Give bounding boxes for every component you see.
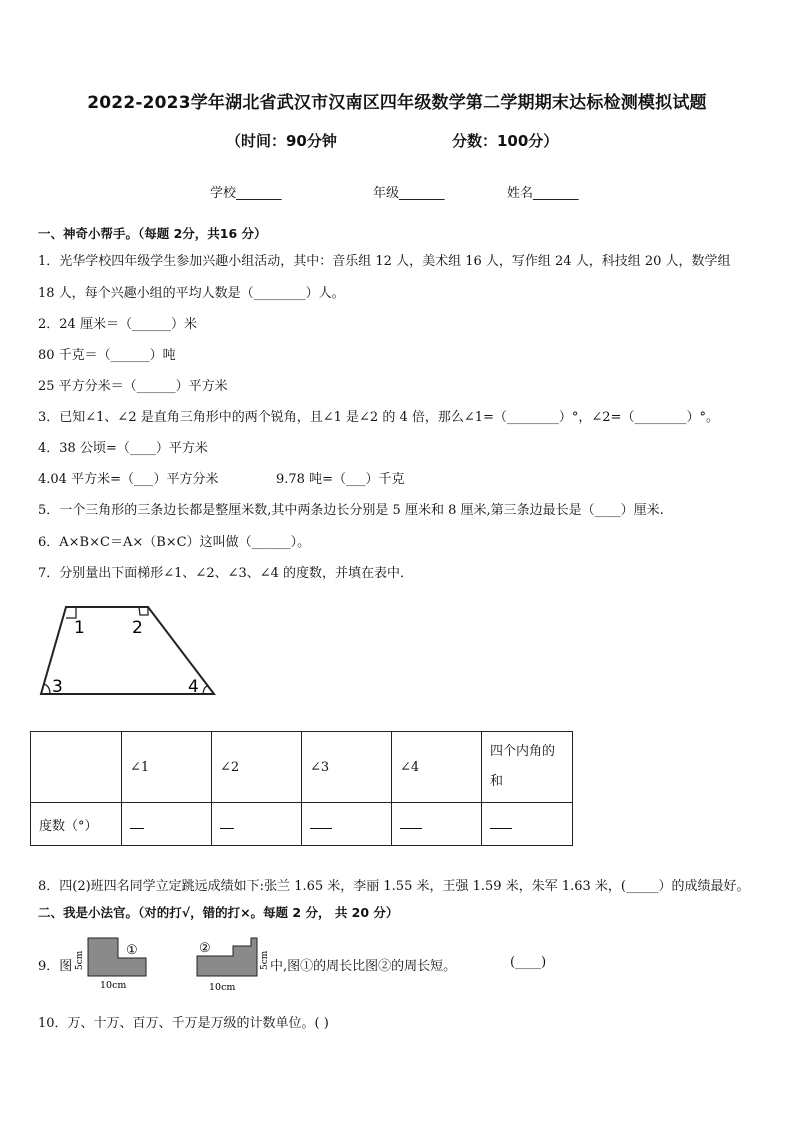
table-header-angle3: ∠3 [302,732,392,803]
q5: 5．一个三角形的三条边长都是整厘米数,其中两条边长分别是 5 厘米和 8 厘米,第三条边最长是（____）厘米. [38,503,664,518]
table-header-angle1: ∠1 [122,732,212,803]
q4-b2: 9.78 吨=（___）千克 [276,472,405,487]
q9-prefix: 9．图 [38,959,73,974]
angle-2-mark [139,607,148,615]
table-row [31,803,573,846]
table-row-label: 度数（°） [31,803,122,846]
trapezoid-label-4: 4 [188,677,199,697]
q9-figure-1 [74,934,158,992]
page-title: 2022-2023学年湖北省武汉市汉南区四年级数学第二学期期末达标检测模拟试题 [87,93,707,113]
angle2-input[interactable] [212,803,302,846]
q9-answer[interactable]: (____) [510,955,547,970]
q9-figure-1-width: 10cm [100,980,127,991]
q2-b: 80 千克＝（______）吨 [38,348,176,363]
q3: 3．已知∠1、∠2 是直角三角形中的两个锐角，且∠1 是∠2 的 4 倍，那么∠1=（________）°，∠2=（________）°。 [38,410,719,425]
trapezoid-label-2: 2 [132,618,143,638]
q9-figure-1-label: ① [126,943,138,958]
trapezoid-label-1: 1 [74,618,85,638]
grade-field: 年级_______ [373,186,445,201]
q2-a: 2．24 厘米＝（______）米 [38,317,197,332]
trapezoid-figure [36,600,221,700]
table-header-empty [31,732,122,803]
angle4-input[interactable] [392,803,482,846]
q9-figure-2-height: 5cm [260,950,270,970]
angle-3-mark [44,684,50,694]
section-2-heading: 二、我是小法官。（对的打√，错的打×。每题 2 分， 共 20 分） [38,905,399,920]
table-header-angle4: ∠4 [392,732,482,803]
name-field: 姓名_______ [507,186,579,201]
trapezoid-label-3: 3 [52,677,63,697]
school-field: 学校_______ [210,186,282,201]
q9-figure-2 [195,934,275,992]
q1-line1: 1．光华学校四年级学生参加兴趣小组活动，其中：音乐组 12 人，美术组 16 人，写作组 24 人，科技组 20 人，数学组 [38,254,731,269]
angle3-input[interactable] [302,803,392,846]
q9-figure-2-width: 10cm [209,982,236,992]
angle-4-mark [203,686,208,694]
q9-text: 中,图①的周长比图②的周长短。 [270,959,457,974]
q9-figure-1-height: 5cm [75,950,85,970]
q1-line2: 18 人，每个兴趣小组的平均人数是（________）人。 [38,286,345,301]
time-label: （时间：90分钟 [226,132,337,150]
table-header-angle2: ∠2 [212,732,302,803]
angle1-input[interactable] [122,803,212,846]
q4-a: 4．38 公顷=（____）平方米 [38,441,208,456]
table-header-row [31,732,573,803]
angle-1-mark [66,607,76,618]
q4-b1: 4.04 平方米=（___）平方分米 [38,472,219,487]
angle-sum-input[interactable] [482,803,573,846]
q6: 6．A×B×C＝A×（B×C）这叫做（______）。 [38,535,311,550]
q9-figure-2-label: ② [199,941,211,956]
score-label: 分数：100分） [452,132,559,150]
table-header-sum [482,732,573,803]
table-header-sum-line2: 和 [490,774,504,789]
q7: 7．分别量出下面梯形∠1、∠2、∠3、∠4 的度数，并填在表中． [38,566,414,581]
table-header-sum-line1: 四个内角的 [490,744,556,759]
section-1-heading: 一、神奇小帮手。（每题 2分，共16 分） [38,226,267,241]
angle-table [30,731,573,846]
q2-c: 25 平方分米＝（______）平方米 [38,379,228,394]
q10: 10．万、十万、百万、千万是万级的计数单位。( ) [38,1016,329,1031]
q8: 8．四(2)班四名同学立定跳远成绩如下:张兰 1.65 米，李丽 1.55 米，王强 1.59 米，朱军 1.63 米，(_____）的成绩最好。 [38,879,750,894]
